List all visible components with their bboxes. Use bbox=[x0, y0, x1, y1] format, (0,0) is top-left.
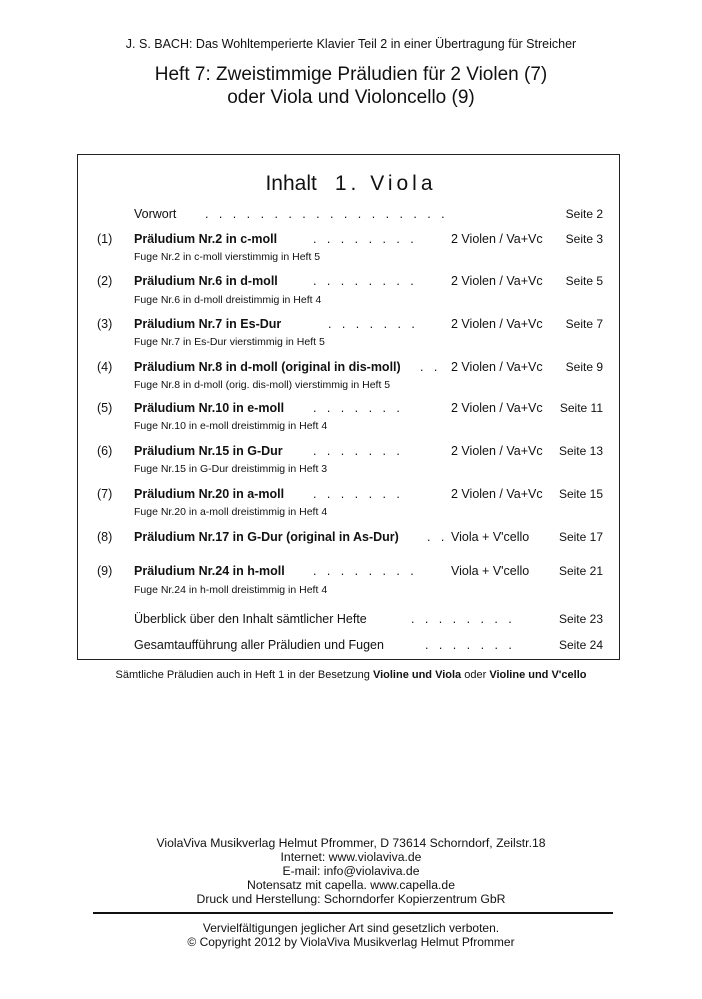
entry-title: Präludium Nr.6 in d-moll bbox=[134, 274, 278, 288]
toc-page: Seite 24 bbox=[558, 638, 603, 652]
entry-title: Präludium Nr.10 in e-moll bbox=[134, 401, 285, 415]
toc-entry bbox=[0, 530, 702, 548]
entry-fugue-note: Fuge Nr.6 in d-moll dreistimmig in Heft 4 bbox=[134, 294, 322, 306]
contents-heading bbox=[0, 172, 702, 196]
edition-note bbox=[0, 669, 702, 681]
toc-dots: . . . . . . . . bbox=[313, 232, 414, 246]
entry-instrumentation: 2 Violen / Va+Vc bbox=[451, 274, 543, 288]
note-bold-2: Violine und V'cello bbox=[489, 669, 587, 681]
contents-heading-part: 1. Viola bbox=[334, 172, 437, 195]
entry-fugue-note: Fuge Nr.2 in c-moll vierstimmig in Heft 5 bbox=[134, 251, 321, 263]
toc-dots: . . . . . . . . bbox=[411, 612, 512, 626]
entry-title: Präludium Nr.8 in d-moll (original in dis-moll) bbox=[134, 360, 401, 374]
entry-number: (9) bbox=[97, 564, 113, 578]
entry-number: (1) bbox=[97, 232, 113, 246]
entry-number: (4) bbox=[97, 360, 113, 374]
entry-title: Präludium Nr.15 in G-Dur bbox=[134, 444, 283, 458]
toc-row-gesamt bbox=[0, 638, 702, 656]
entry-number: (6) bbox=[97, 444, 113, 458]
toc-dots: . . . . . . . . bbox=[313, 564, 414, 578]
toc-page: Seite 17 bbox=[558, 530, 603, 544]
entry-number: (5) bbox=[97, 401, 113, 415]
toc-page: Seite 9 bbox=[565, 360, 603, 374]
toc-dots: . . . . . . . bbox=[313, 401, 400, 415]
entry-number: (2) bbox=[97, 274, 113, 288]
toc-page: Seite 11 bbox=[559, 401, 603, 415]
footer-internet[interactable]: Internet: www.violaviva.de bbox=[280, 850, 422, 864]
entry-fugue-note: Fuge Nr.15 in G-Dur dreistimmig in Heft 3 bbox=[134, 463, 328, 475]
toc-page: Seite 3 bbox=[565, 232, 603, 246]
entry-fugue-note: Fuge Nr.7 in Es-Dur vierstimmig in Heft 5 bbox=[134, 336, 325, 348]
contents-heading-word: Inhalt bbox=[265, 172, 317, 195]
toc-label: Gesamtaufführung aller Präludien und Fugen bbox=[134, 638, 384, 652]
toc-page: Seite 21 bbox=[558, 564, 603, 578]
entry-title: Präludium Nr.24 in h-moll bbox=[134, 564, 285, 578]
toc-page: Seite 5 bbox=[565, 274, 603, 288]
note-bold-1: Violine und Viola bbox=[372, 669, 462, 681]
toc-page: Seite 2 bbox=[565, 207, 603, 221]
toc-dots: . . . . . . . bbox=[425, 638, 512, 652]
heft-title-line1: Heft 7: Zweistimmige Präludien für 2 Violen (7) bbox=[154, 64, 548, 85]
entry-fugue-note: Fuge Nr.10 in e-moll dreistimmig in Heft 4 bbox=[134, 420, 328, 432]
footer-druck: Druck und Herstellung: Schorndorfer Kopierzentrum GbR bbox=[196, 892, 506, 906]
entry-instrumentation: 2 Violen / Va+Vc bbox=[451, 487, 543, 501]
copy-warning: Vervielfältigungen jeglicher Art sind gesetzlich verboten. bbox=[202, 921, 500, 935]
series-title: J. S. BACH: Das Wohltemperierte Klavier Teil 2 in einer Übertragung für Streicher bbox=[125, 37, 577, 51]
note-prefix: Sämtliche Präludien auch in Heft 1 in der Besetzung bbox=[115, 669, 373, 681]
toc-entry bbox=[0, 487, 702, 505]
entry-instrumentation: 2 Violen / Va+Vc bbox=[451, 401, 543, 415]
toc-entry bbox=[0, 360, 702, 378]
entry-fugue-note: Fuge Nr.8 in d-moll (orig. dis-moll) vierstimmig in Heft 5 bbox=[134, 379, 391, 391]
toc-row-vorwort bbox=[0, 207, 702, 225]
footer-divider bbox=[93, 912, 613, 914]
toc-dots: . . bbox=[427, 530, 445, 544]
toc-dots: . . bbox=[420, 360, 438, 374]
entry-number: (7) bbox=[97, 487, 113, 501]
entry-instrumentation: 2 Violen / Va+Vc bbox=[451, 444, 543, 458]
toc-entry bbox=[0, 232, 702, 250]
entry-instrumentation: Viola + V'cello bbox=[451, 530, 530, 544]
entry-instrumentation: 2 Violen / Va+Vc bbox=[451, 232, 543, 246]
toc-label: Vorwort bbox=[134, 207, 177, 221]
toc-entry bbox=[0, 317, 702, 335]
entry-fugue-note: Fuge Nr.24 in h-moll dreistimmig in Heft 4 bbox=[134, 584, 328, 596]
note-middle: oder bbox=[461, 669, 490, 681]
entry-title: Präludium Nr.2 in c-moll bbox=[134, 232, 278, 246]
toc-page: Seite 13 bbox=[558, 444, 603, 458]
toc-row-ueberblick bbox=[0, 612, 702, 630]
entry-number: (8) bbox=[97, 530, 113, 544]
toc-label: Überblick über den Inhalt sämtlicher Hefte bbox=[134, 612, 367, 626]
entry-title: Präludium Nr.7 in Es-Dur bbox=[134, 317, 282, 331]
toc-dots: . . . . . . . . . . . . . . . . . . bbox=[205, 207, 445, 221]
heft-title-line2: oder Viola und Violoncello (9) bbox=[227, 87, 475, 108]
entry-number: (3) bbox=[97, 317, 113, 331]
toc-dots: . . . . . . . . bbox=[313, 274, 414, 288]
entry-title: Präludium Nr.17 in G-Dur (original in As-Dur) bbox=[134, 530, 399, 544]
entry-title: Präludium Nr.20 in a-moll bbox=[134, 487, 285, 501]
toc-entry bbox=[0, 274, 702, 292]
toc-page: Seite 15 bbox=[558, 487, 603, 501]
toc-dots: . . . . . . . bbox=[313, 444, 400, 458]
entry-instrumentation: Viola + V'cello bbox=[451, 564, 530, 578]
footer-email[interactable]: E-mail: info@violaviva.de bbox=[282, 864, 420, 878]
entry-instrumentation: 2 Violen / Va+Vc bbox=[451, 317, 543, 331]
toc-entry bbox=[0, 401, 702, 419]
toc-page: Seite 7 bbox=[565, 317, 603, 331]
toc-entry bbox=[0, 564, 702, 582]
entry-fugue-note: Fuge Nr.20 in a-moll dreistimmig in Heft 4 bbox=[134, 506, 328, 518]
footer-notensatz: Notensatz mit capella. www.capella.de bbox=[247, 878, 455, 892]
toc-dots: . . . . . . . bbox=[328, 317, 415, 331]
toc-dots: . . . . . . . bbox=[313, 487, 400, 501]
toc-page: Seite 23 bbox=[558, 612, 603, 626]
footer-publisher: ViolaViva Musikverlag Helmut Pfrommer, D 73614 Schorndorf, Zeilstr.18 bbox=[156, 836, 546, 850]
toc-entry bbox=[0, 444, 702, 462]
entry-instrumentation: 2 Violen / Va+Vc bbox=[451, 360, 543, 374]
copyright: © Copyright 2012 by ViolaViva Musikverlag Helmut Pfrommer bbox=[187, 935, 515, 949]
